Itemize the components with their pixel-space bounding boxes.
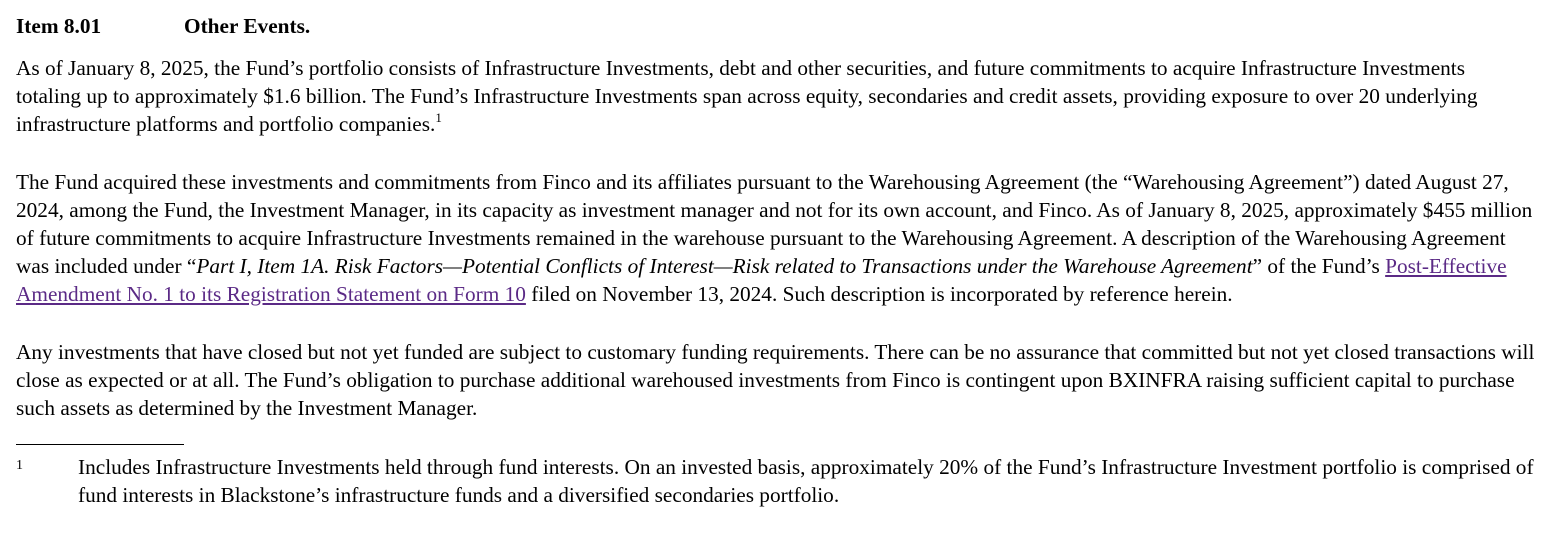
paragraph-warehousing-text-b: ” of the Fund’s bbox=[1252, 254, 1386, 278]
footnote-reference[interactable]: 1 bbox=[435, 109, 442, 125]
registration-statement-link[interactable]: Post-Effective Amendment No. 1 to its Registration Statement on Form 10 bbox=[16, 254, 1507, 306]
footnote-divider bbox=[16, 444, 184, 445]
footnote bbox=[16, 453, 1535, 509]
risk-factor-citation: Part I, Item 1A. Risk Factors—Potential Conflicts of Interest—Risk related to Transactions under the Warehouse Agreement bbox=[196, 254, 1253, 278]
paragraph-portfolio-text: As of January 8, 2025, the Fund’s portfolio consists of Infrastructure Investments, debt and other securities, and future commitments to acquire Infrastructure Investments totaling up to approximately $1.6 billion. The Fund’s Infrastructure Investments span across equity, secondaries and credit assets, providing exposure to over 20 underlying infrastructure platforms and portfolio companies. bbox=[16, 56, 1478, 136]
paragraph-warehousing bbox=[16, 168, 1535, 308]
item-heading bbox=[16, 12, 1535, 40]
paragraph-warehousing-text-c: filed on November 13, 2024. Such description is incorporated by reference herein. bbox=[525, 282, 1233, 306]
footnote-text: Includes Infrastructure Investments held through fund interests. On an invested basis, approximately 20% of the Fund’s Infrastructure Investment portfolio is comprised of fund interests in Blackstone’s infrastructure funds and a diversified secondaries portfolio. bbox=[78, 455, 1534, 507]
footnote-mark: 1 bbox=[16, 458, 23, 473]
paragraph-funding-text: Any investments that have closed but not yet funded are subject to customary funding requirements. There can be no assurance that committed but not yet closed transactions will close as expected or at all. The Fund’s obligation to purchase additional warehoused investments from Finco is contingent upon BXINFRA raising sufficient capital to purchase such assets as determined by the Investment Manager. bbox=[16, 340, 1535, 420]
item-title: Other Events. bbox=[184, 14, 311, 38]
paragraph-funding bbox=[16, 338, 1535, 422]
paragraph-portfolio bbox=[16, 54, 1535, 138]
item-number: Item 8.01 bbox=[16, 14, 102, 38]
paragraph-warehousing-text-a: The Fund acquired these investments and commitments from Finco and its affiliates pursuant to the Warehousing Agreement (the “Warehousing Agreement”) dated August 27, 2024, among the Fund, the Investment Manager, in its capacity as investment manager and not for its own account, and Finco. As of January 8, 2025, approximately $455 million of future commitments to acquire Infrastructure Investments remained in the warehouse pursuant to the Warehousing Agreement. A description of the Warehousing Agreement was included under “ bbox=[16, 170, 1533, 278]
